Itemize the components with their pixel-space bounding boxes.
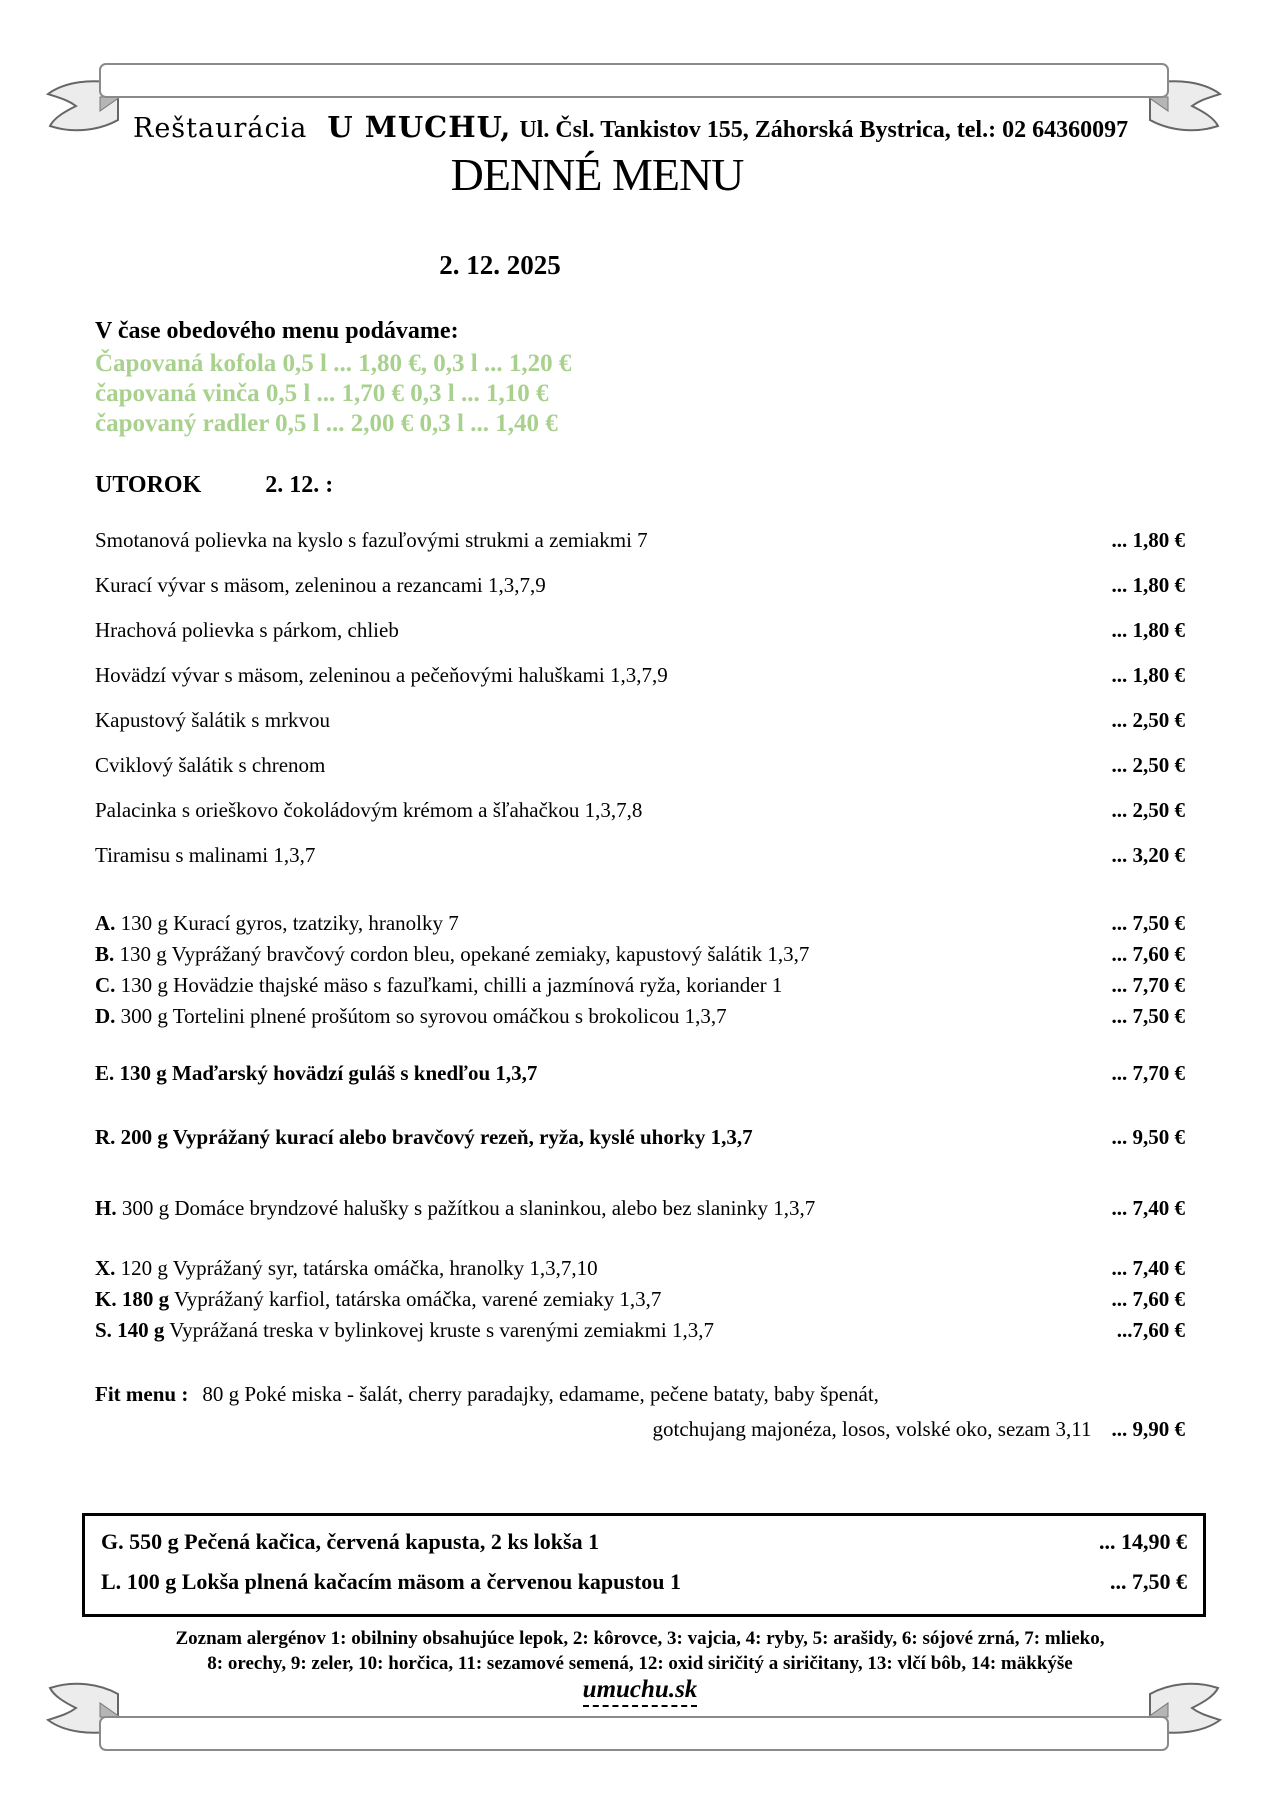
dish-price: ...7,60 € <box>1116 1318 1185 1342</box>
dish-name: Hovädzí vývar s mäsom, zeleninou a pečeňovými haluškami 1,3,7,9 <box>95 663 668 687</box>
dish-price: ... 2,50 € <box>1111 753 1185 777</box>
menu-row <box>101 1522 1187 1562</box>
fit-menu-price: ... 9,90 € <box>1111 1417 1185 1441</box>
website-link: umuchu.sk <box>583 1676 698 1707</box>
dish-code: X. <box>95 1256 116 1280</box>
menu-row <box>95 379 1185 409</box>
dish-price: ... 14,90 € <box>1099 1529 1187 1554</box>
menu-row <box>95 653 1185 698</box>
dish-name: Palacinka s orieškovo čokoládovým krémom a šľahačkou 1,3,7,8 <box>95 798 643 822</box>
dish-name: 130 g Maďarský hovädzí guláš s knedľou 1,3,7 <box>114 1060 538 1085</box>
main-r-row <box>95 1124 1185 1150</box>
menu-row <box>101 1562 1187 1602</box>
menu-row <box>95 1001 1185 1032</box>
menu-row <box>95 1253 1185 1284</box>
menu-row <box>95 743 1185 788</box>
dish-price: ... 1,80 € <box>1111 573 1185 597</box>
drinks-intro: V čase obedového menu podávame: <box>95 318 459 344</box>
restaurant-name: U MUCHU, <box>327 110 512 144</box>
dish-price: ... 9,50 € <box>1111 1124 1185 1149</box>
fit-menu-label: Fit menu : <box>95 1382 189 1406</box>
dish-code: R. <box>95 1124 116 1149</box>
dish-name: Čapovaná kofola 0,5 l ... 1,80 €, 0,3 l ... 1,20 € <box>95 350 572 377</box>
dish-code: A. <box>95 911 116 935</box>
dish-price: ... 7,40 € <box>1111 1256 1185 1280</box>
menu-row <box>95 939 1185 970</box>
day-heading <box>95 472 333 499</box>
dish-name: 300 g Tortelini plnené prošútom so syrovou omáčkou s brokolicou 1,3,7 <box>115 1004 727 1028</box>
fried-xks-list <box>95 1253 1185 1346</box>
restaurant-label: Reštaurácia <box>133 113 308 144</box>
allergen-line-1: Zoznam alergénov 1: obilniny obsahujúce lepok, 2: kôrovce, 3: vajcia, 4: ryby, 5: arašidy, 6: sójové zrná, 7: mlieko, <box>175 1628 1105 1649</box>
menu-row <box>95 349 1185 379</box>
dish-name: Vyprážaný karfiol, tatárska omáčka, varené zemiaky 1,3,7 <box>169 1287 662 1311</box>
dish-code: G. <box>101 1529 124 1554</box>
menu-row <box>95 1284 1185 1315</box>
fit-menu-text2: gotchujang majonéza, losos, volské oko, sezam 3,11 <box>652 1417 1092 1441</box>
main-h-row <box>95 1195 1185 1221</box>
menu-row <box>95 563 1185 608</box>
dish-price: ... 7,50 € <box>1111 911 1185 935</box>
drinks-list <box>95 349 1185 439</box>
dish-code: E. <box>95 1060 115 1085</box>
dish-name: 130 g Kurací gyros, tzatziky, hranolky 7 <box>115 911 459 935</box>
dish-name: Hrachová polievka s párkom, chlieb <box>95 618 399 642</box>
dish-price: ... 7,70 € <box>1111 1060 1185 1085</box>
dish-code: H. <box>95 1195 117 1220</box>
menu-row <box>95 1195 1185 1221</box>
menu-row <box>95 698 1185 743</box>
dish-name: Vyprážaná treska v bylinkovej kruste s varenými zemiakmi 1,3,7 <box>164 1318 714 1342</box>
dish-name: 120 g Vyprážaný syr, tatárska omáčka, hranolky 1,3,7,10 <box>115 1256 598 1280</box>
main-e-row <box>95 1060 1185 1086</box>
dish-price: ... 2,50 € <box>1111 708 1185 732</box>
dish-code: D. <box>95 1004 116 1028</box>
dish-code: S. 140 g <box>95 1318 165 1342</box>
dish-name: čapovaná vinča 0,5 l ... 1,70 € 0,3 l ... 1,10 € <box>95 380 549 407</box>
fit-menu-line1 <box>95 1377 1185 1412</box>
dish-price: ... 1,80 € <box>1111 663 1185 687</box>
fit-menu-text1: 80 g Poké miska - šalát, cherry paradajky, edamame, pečene bataty, baby špenát, <box>202 1382 879 1406</box>
dish-name: Cviklový šalátik s chrenom <box>95 753 326 777</box>
day-date: 2. 12. : <box>265 472 334 498</box>
dish-name: Smotanová polievka na kyslo s fazuľovými strukmi a zemiakmi 7 <box>95 528 648 552</box>
menu-row <box>95 1060 1185 1086</box>
menu-row <box>95 409 1185 439</box>
menu-row <box>95 970 1185 1001</box>
dish-price: ... 1,80 € <box>1111 618 1185 642</box>
dish-price: ... 7,50 € <box>1110 1569 1187 1594</box>
allergen-line-2: 8: orechy, 9: zeler, 10: horčica, 11: sezamové semená, 12: oxid siričitý a siričitany, 13: vlčí bôb, 14: mäkkýše <box>207 1653 1073 1674</box>
soups-desserts-list <box>95 518 1185 878</box>
mains-abcd-list <box>95 908 1185 1032</box>
dish-price: ... 7,40 € <box>1111 1195 1185 1220</box>
specials-box <box>82 1513 1206 1617</box>
fit-menu-line2 <box>95 1412 1185 1447</box>
dish-name: 550 g Pečená kačica, červená kapusta, 2 ks lokša 1 <box>123 1529 600 1554</box>
menu-row <box>95 788 1185 833</box>
day-name: UTOROK <box>95 472 202 498</box>
menu-row <box>95 608 1185 653</box>
dish-name: Kapustový šalátik s mrkvou <box>95 708 331 732</box>
dish-price: ... 2,50 € <box>1111 798 1185 822</box>
dish-name: čapovaný radler 0,5 l ... 2,00 € 0,3 l ... 1,40 € <box>95 410 558 437</box>
dish-name: Tiramisu s malinami 1,3,7 <box>95 843 316 867</box>
dish-name: 130 g Vyprážaný bravčový cordon bleu, opekané zemiaky, kapustový šalátik 1,3,7 <box>114 942 810 966</box>
dish-name: Kurací vývar s mäsom, zeleninou a rezancami 1,3,7,9 <box>95 573 546 597</box>
dish-price: ... 7,60 € <box>1111 942 1185 966</box>
restaurant-address: Ul. Čsl. Tankistov 155, Záhorská Bystrica, tel.: 02 64360097 <box>519 117 1129 143</box>
dish-price: ... 7,60 € <box>1111 1287 1185 1311</box>
ribbon-banner-bottom <box>0 1665 1280 1760</box>
dish-code: B. <box>95 942 115 966</box>
menu-date: 2. 12. 2025 <box>439 250 561 280</box>
page-title: DENNÉ MENU <box>450 149 744 200</box>
menu-row <box>95 908 1185 939</box>
fit-menu <box>95 1377 1185 1447</box>
dish-name: 100 g Lokša plnená kačacím mäsom a červenou kapustou 1 <box>121 1569 682 1594</box>
menu-row <box>95 1315 1185 1346</box>
dish-price: ... 7,50 € <box>1111 1004 1185 1028</box>
dish-code: K. 180 g <box>95 1287 170 1311</box>
dish-price: ... 1,80 € <box>1111 528 1185 552</box>
dish-name: 200 g Vyprážaný kurací alebo bravčový rezeň, ryža, kyslé uhorky 1,3,7 <box>115 1124 753 1149</box>
menu-row <box>95 1124 1185 1150</box>
menu-row <box>95 833 1185 878</box>
dish-name: 130 g Hovädzie thajské mäso s fazuľkami, chilli a jazmínová ryža, koriander 1 <box>115 973 783 997</box>
menu-row <box>95 518 1185 563</box>
ribbon-banner-graphic <box>0 1665 1280 1760</box>
dish-name: 300 g Domáce bryndzové halušky s pažítkou a slaninkou, alebo bez slaninky 1,3,7 <box>116 1195 816 1220</box>
dish-price: ... 7,70 € <box>1111 973 1185 997</box>
dish-code: C. <box>95 973 116 997</box>
dish-price: ... 3,20 € <box>1111 843 1185 867</box>
dish-code: L. <box>101 1569 122 1594</box>
header-line <box>133 110 1128 144</box>
